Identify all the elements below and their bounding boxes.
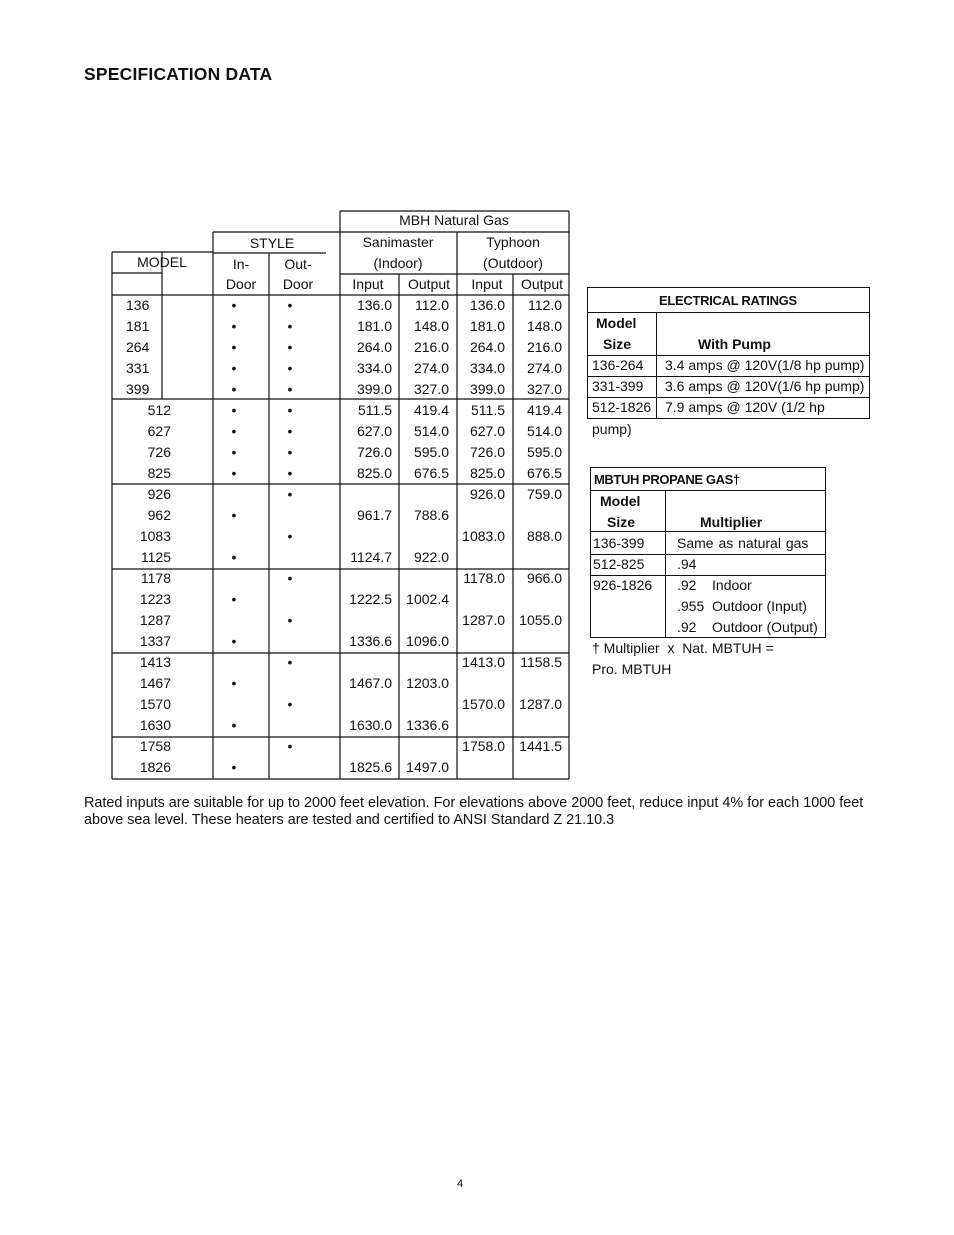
table-row-model: 399 (126, 381, 150, 397)
typhoon-output: 676.5 (526, 465, 562, 481)
propane-header-multiplier: Multiplier (700, 514, 763, 530)
propane-multiplier: .92 Indoor (677, 577, 752, 593)
sanimaster-input: 825.0 (356, 465, 392, 481)
outdoor-bullet: • (287, 738, 293, 754)
typhoon-input: 399.0 (469, 381, 505, 397)
electrical-value: 3.4 amps @ 120V(1/8 hp pump) (665, 357, 865, 373)
typhoon-output: 112.0 (528, 297, 562, 313)
electrical-size: 136-264 (592, 357, 644, 373)
indoor-bullet: • (231, 297, 237, 313)
typhoon-input: 1413.0 (462, 654, 505, 670)
propane-size: 926-1826 (593, 577, 653, 593)
outdoor-bullet: • (287, 444, 293, 460)
indoor-bullet: • (231, 675, 237, 691)
sanimaster-input: 961.7 (356, 507, 392, 523)
sanimaster-input: 1124.7 (350, 549, 392, 565)
sanimaster-output: 216.0 (413, 339, 449, 355)
header-out-door: Door (282, 276, 314, 292)
typhoon-output: 966.0 (526, 570, 562, 586)
elevation-note: Rated inputs are suitable for up to 2000 feet elevation. For elevations above 2000 feet, reduce input 4% for each 1000 feet above sea level. These heaters are tested and certified to ANSI Standard Z 21.10.3 (84, 795, 864, 828)
indoor-bullet: • (231, 381, 237, 397)
table-row-model: 1467 (139, 675, 171, 691)
propane-multiplier: .955 Outdoor (Input) (677, 598, 807, 614)
typhoon-output: 888.0 (526, 528, 562, 544)
typhoon-input: 334.0 (469, 360, 505, 376)
typhoon-input: 511.5 (471, 402, 505, 418)
typhoon-output: 274.0 (526, 360, 562, 376)
sanimaster-output: 1497.0 (406, 759, 449, 775)
sanimaster-input: 181.0 (356, 318, 392, 334)
outdoor-bullet: • (287, 339, 293, 355)
indoor-bullet: • (231, 591, 237, 607)
sanimaster-input: 264.0 (356, 339, 392, 355)
propane-header-model: Model (600, 493, 641, 509)
indoor-bullet: • (231, 549, 237, 565)
outdoor-bullet: • (287, 486, 293, 502)
indoor-bullet: • (231, 360, 237, 376)
table-row-model: 1223 (139, 591, 171, 607)
table-row-model: 1570 (139, 696, 171, 712)
propane-multiplier: .94 (677, 556, 697, 572)
sanimaster-input: 1336.6 (349, 633, 392, 649)
outdoor-bullet: • (287, 696, 293, 712)
header-input: Input (352, 276, 384, 292)
sanimaster-output: 148.0 (413, 318, 449, 334)
typhoon-input: 1570.0 (462, 696, 505, 712)
table-row-model: 726 (147, 444, 171, 460)
header-input: Input (471, 276, 503, 292)
electrical-ratings-table (587, 287, 870, 419)
header-typhoon-sub: (Outdoor) (483, 255, 543, 271)
header-output: Output (520, 276, 564, 292)
table-row-model: 264 (126, 339, 150, 355)
page-title: SPECIFICATION DATA (84, 64, 273, 84)
sanimaster-input: 334.0 (356, 360, 392, 376)
typhoon-output: 419.4 (526, 402, 562, 418)
header-mbh-natural-gas: MBH Natural Gas (399, 212, 509, 228)
sanimaster-input: 627.0 (356, 423, 392, 439)
sanimaster-output: 1002.4 (406, 591, 449, 607)
typhoon-input: 264.0 (469, 339, 505, 355)
table-row-model: 512 (147, 402, 171, 418)
indoor-bullet: • (231, 465, 237, 481)
typhoon-input: 726.0 (469, 444, 505, 460)
table-row-model: 926 (147, 486, 171, 502)
header-in: In- (232, 256, 250, 272)
outdoor-bullet: • (287, 402, 293, 418)
sanimaster-output: 1203.0 (406, 675, 449, 691)
typhoon-output: 327.0 (526, 381, 562, 397)
propane-multiplier: Same as natural gas (677, 535, 809, 551)
table-row-model: 1758 (139, 738, 171, 754)
header-style: STYLE (249, 235, 295, 251)
table-row-model: 1630 (139, 717, 171, 733)
header-typhoon: Typhoon (486, 234, 540, 250)
outdoor-bullet: • (287, 528, 293, 544)
sanimaster-output: 1096.0 (406, 633, 449, 649)
electrical-title: ELECTRICAL RATINGS (659, 293, 797, 308)
typhoon-output: 1158.5 (520, 654, 562, 670)
sanimaster-output: 676.5 (413, 465, 449, 481)
table-row-model: 1826 (139, 759, 171, 775)
propane-size: 136-399 (593, 535, 645, 551)
sanimaster-output: 327.0 (413, 381, 449, 397)
table-row-model: 136 (126, 297, 150, 313)
typhoon-output: 216.0 (526, 339, 562, 355)
outdoor-bullet: • (287, 570, 293, 586)
typhoon-output: 148.0 (526, 318, 562, 334)
sanimaster-output: 1336.6 (406, 717, 449, 733)
typhoon-input: 1287.0 (462, 612, 505, 628)
electrical-header-model: Model (596, 315, 637, 331)
typhoon-output: 759.0 (526, 486, 562, 502)
propane-title: MBTUH PROPANE GAS† (594, 472, 740, 487)
typhoon-output: 595.0 (526, 444, 562, 460)
typhoon-output: 1441.5 (519, 738, 562, 754)
outdoor-bullet: • (287, 360, 293, 376)
outdoor-bullet: • (287, 465, 293, 481)
typhoon-input: 825.0 (469, 465, 505, 481)
typhoon-output: 1055.0 (519, 612, 562, 628)
table-row-model: 962 (147, 507, 171, 523)
electrical-value: 7.9 amps @ 120V (1/2 hp (665, 399, 825, 415)
indoor-bullet: • (231, 717, 237, 733)
typhoon-output: 514.0 (526, 423, 562, 439)
table-row-model: 1287 (139, 612, 171, 628)
table-row-model: 1413 (139, 654, 171, 670)
sanimaster-output: 274.0 (413, 360, 449, 376)
table-row-model: 181 (126, 318, 150, 334)
electrical-continuation: pump) (592, 421, 632, 437)
sanimaster-input: 726.0 (356, 444, 392, 460)
typhoon-input: 136.0 (469, 297, 505, 313)
sanimaster-input: 399.0 (356, 381, 392, 397)
sanimaster-input: 1630.0 (349, 717, 392, 733)
propane-note-line1: † Multiplier x Nat. MBTUH = (592, 640, 774, 656)
indoor-bullet: • (231, 444, 237, 460)
header-sanimaster-sub: (Indoor) (373, 255, 423, 271)
outdoor-bullet: • (287, 612, 293, 628)
indoor-bullet: • (231, 339, 237, 355)
indoor-bullet: • (231, 759, 237, 775)
outdoor-bullet: • (287, 318, 293, 334)
electrical-header-pump: With Pump (698, 336, 771, 352)
indoor-bullet: • (231, 423, 237, 439)
sanimaster-input: 136.0 (356, 297, 392, 313)
propane-multiplier: .92 Outdoor (Output) (677, 619, 818, 635)
typhoon-input: 627.0 (469, 423, 505, 439)
electrical-header-size: Size (603, 336, 632, 352)
table-row-model: 825 (147, 465, 171, 481)
sanimaster-input: 1222.5 (349, 591, 392, 607)
electrical-size: 512-1826 (592, 399, 652, 415)
typhoon-input: 181.0 (469, 318, 505, 334)
typhoon-output: 1287.0 (519, 696, 562, 712)
table-row-model: 1337 (139, 633, 171, 649)
sanimaster-output: 595.0 (413, 444, 449, 460)
propane-table (590, 467, 826, 638)
indoor-bullet: • (231, 633, 237, 649)
header-in-door: Door (225, 276, 257, 292)
sanimaster-output: 419.4 (413, 402, 449, 418)
table-row-model: 1178 (140, 570, 171, 586)
page-number: 4 (457, 1178, 464, 1190)
outdoor-bullet: • (287, 423, 293, 439)
typhoon-input: 1083.0 (462, 528, 505, 544)
electrical-value: 3.6 amps @ 120V(1/6 hp pump) (665, 378, 865, 394)
table-row-model: 627 (147, 423, 171, 439)
sanimaster-output: 514.0 (413, 423, 449, 439)
outdoor-bullet: • (287, 297, 293, 313)
sanimaster-input: 511.5 (358, 402, 392, 418)
table-row-model: 331 (126, 360, 150, 376)
typhoon-input: 926.0 (469, 486, 505, 502)
indoor-bullet: • (231, 402, 237, 418)
sanimaster-output: 788.6 (413, 507, 449, 523)
sanimaster-input: 1467.0 (349, 675, 392, 691)
propane-header-size: Size (607, 514, 636, 530)
table-row-model: 1125 (140, 549, 171, 565)
header-model: MODEL (137, 254, 187, 270)
outdoor-bullet: • (287, 381, 293, 397)
header-out: Out- (284, 256, 312, 272)
typhoon-input: 1758.0 (462, 738, 505, 754)
table-row-model: 1083 (139, 528, 171, 544)
propane-size: 512-825 (593, 556, 645, 572)
header-sanimaster: Sanimaster (362, 234, 434, 250)
header-output: Output (407, 276, 451, 292)
sanimaster-input: 1825.6 (349, 759, 392, 775)
outdoor-bullet: • (287, 654, 293, 670)
electrical-size: 331-399 (592, 378, 644, 394)
typhoon-input: 1178.0 (463, 570, 505, 586)
propane-note-line2: Pro. MBTUH (592, 661, 672, 677)
sanimaster-output: 922.0 (413, 549, 449, 565)
sanimaster-output: 112.0 (415, 297, 449, 313)
indoor-bullet: • (231, 318, 237, 334)
indoor-bullet: • (231, 507, 237, 523)
